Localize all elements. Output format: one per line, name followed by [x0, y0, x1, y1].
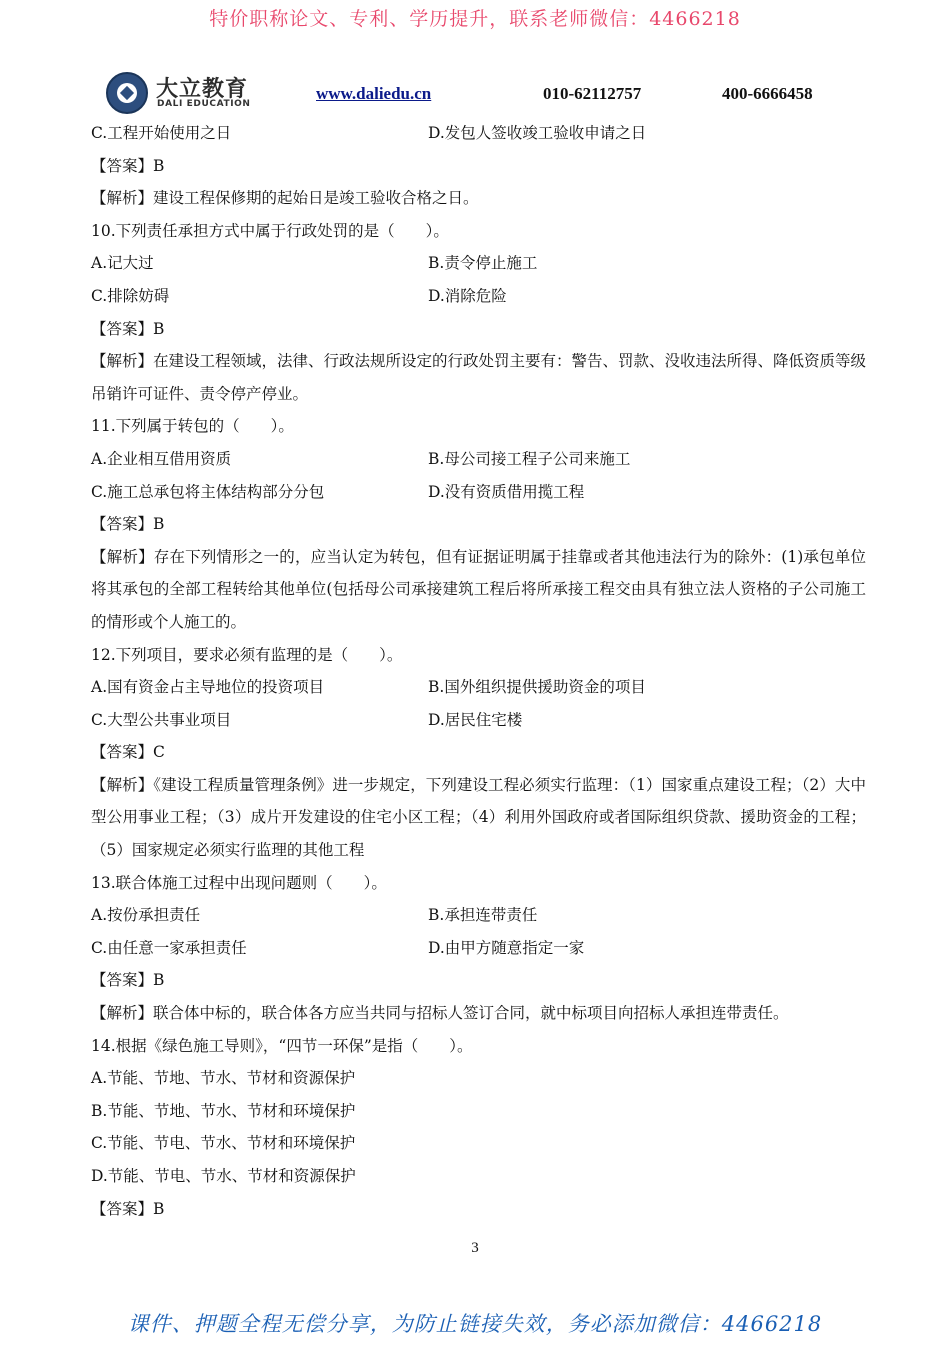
- phone-number-1: 010-62112757: [543, 84, 642, 103]
- answer: 【答案】B: [91, 156, 165, 175]
- question-stem: 11.下列属于转包的（ ）。: [91, 417, 294, 436]
- question-stem: 10.下列责任承担方式中属于行政处罚的是（ ）。: [91, 221, 449, 240]
- dali-logo-icon: [106, 72, 148, 114]
- option-c: C.大型公共事业项目: [91, 710, 232, 729]
- option-b: B.承担连带责任: [428, 906, 538, 925]
- option-c: C.由任意一家承担责任: [91, 938, 247, 957]
- option-a: A.节能、节地、节水、节材和资源保护: [91, 1069, 356, 1088]
- option-row: [91, 932, 866, 965]
- option-a: A.记大过: [91, 254, 154, 273]
- question-stem: 12.下列项目，要求必须有监理的是（ ）。: [91, 645, 403, 664]
- option-c: C.工程开始使用之日: [91, 124, 232, 142]
- top-promo-banner: 特价职称论文、专利、学历提升，联系老师微信：4466218: [209, 8, 741, 30]
- option-row: [91, 247, 866, 280]
- option-row: [91, 443, 866, 476]
- option-row: [91, 899, 866, 932]
- option-d: D.消除危险: [428, 286, 507, 305]
- option-c: C.排除妨碍: [91, 286, 170, 305]
- page-header: [106, 70, 846, 120]
- option-d: D.居民住宅楼: [428, 710, 523, 729]
- phone-number-2: 400-6666458: [722, 84, 813, 103]
- option-row: [91, 117, 866, 150]
- option-a: A.企业相互借用资质: [91, 449, 232, 468]
- analysis: 【解析】存在下列情形之一的，应当认定为转包，但有证据证明属于挂靠或者其他违法行为的除外：(1)承包单位将其承包的全部工程转给其他单位(包括母公司承接建筑工程后将所承接工程交由具有独立法人资格的子公司施工的情形或个人施工的。: [91, 547, 866, 631]
- option-d: D.没有资质借用揽工程: [428, 482, 585, 501]
- option-d: D.由甲方随意指定一家: [428, 938, 585, 957]
- page-number: 3: [471, 1240, 479, 1256]
- option-a: A.国有资金占主导地位的投资项目: [91, 678, 325, 697]
- bottom-promo-banner: 课件、押题全程无偿分享，为防止链接失效，务必添加微信：4466218: [127, 1312, 823, 1336]
- option-b: B.母公司接工程子公司来施工: [428, 449, 631, 468]
- option-b: B.责令停止施工: [428, 254, 538, 273]
- answer: 【答案】B: [91, 971, 165, 990]
- option-a: A.按份承担责任: [91, 906, 201, 925]
- question-stem: 13.联合体施工过程中出现问题则（ ）。: [91, 873, 387, 892]
- logo-text-en: DALI EDUCATION: [157, 99, 251, 109]
- document-body: [91, 117, 866, 1225]
- option-c: C.节能、节电、节水、节材和环境保护: [91, 1134, 356, 1153]
- website-link[interactable]: www.daliedu.cn: [316, 84, 432, 103]
- analysis: 【解析】建设工程保修期的起始日是竣工验收合格之日。: [91, 189, 479, 208]
- option-d: D.发包人签收竣工验收申请之日: [428, 124, 647, 142]
- answer: 【答案】B: [91, 515, 165, 534]
- option-row: [91, 280, 866, 313]
- question-stem: 14.根据《绿色施工导则》，“四节一环保”是指（ ）。: [91, 1036, 473, 1055]
- logo-text-cn: 大立教育: [156, 77, 249, 102]
- analysis: 【解析】在建设工程领域，法律、行政法规所设定的行政处罚主要有：警告、罚款、没收违法所得、降低资质等级吊销许可证件、责令停产停业。: [91, 352, 867, 403]
- answer: 【答案】B: [91, 1199, 165, 1218]
- analysis: 【解析】《建设工程质量管理条例》进一步规定，下列建设工程必须实行监理：（1）国家重点建设工程；（2）大中型公用事业工程；（3）成片开发建设的住宅小区工程；（4）利用外国政府或者国际组织贷款、援助资金的工程；（5）国家规定必须实行监理的其他工程: [91, 775, 866, 860]
- option-row: [91, 704, 866, 737]
- answer: 【答案】C: [91, 743, 165, 762]
- analysis: 【解析】联合体中标的，联合体各方应当共同与招标人签订合同，就中标项目向招标人承担连带责任。: [91, 1004, 789, 1023]
- option-row: [91, 476, 866, 509]
- option-b: B.节能、节地、节水、节材和环境保护: [91, 1101, 356, 1120]
- answer: 【答案】B: [91, 319, 165, 338]
- option-c: C.施工总承包将主体结构部分分包: [91, 482, 325, 501]
- option-row: [91, 671, 866, 704]
- option-d: D.节能、节电、节水、节材和资源保护: [91, 1167, 356, 1185]
- option-b: B.国外组织提供援助资金的项目: [428, 678, 646, 697]
